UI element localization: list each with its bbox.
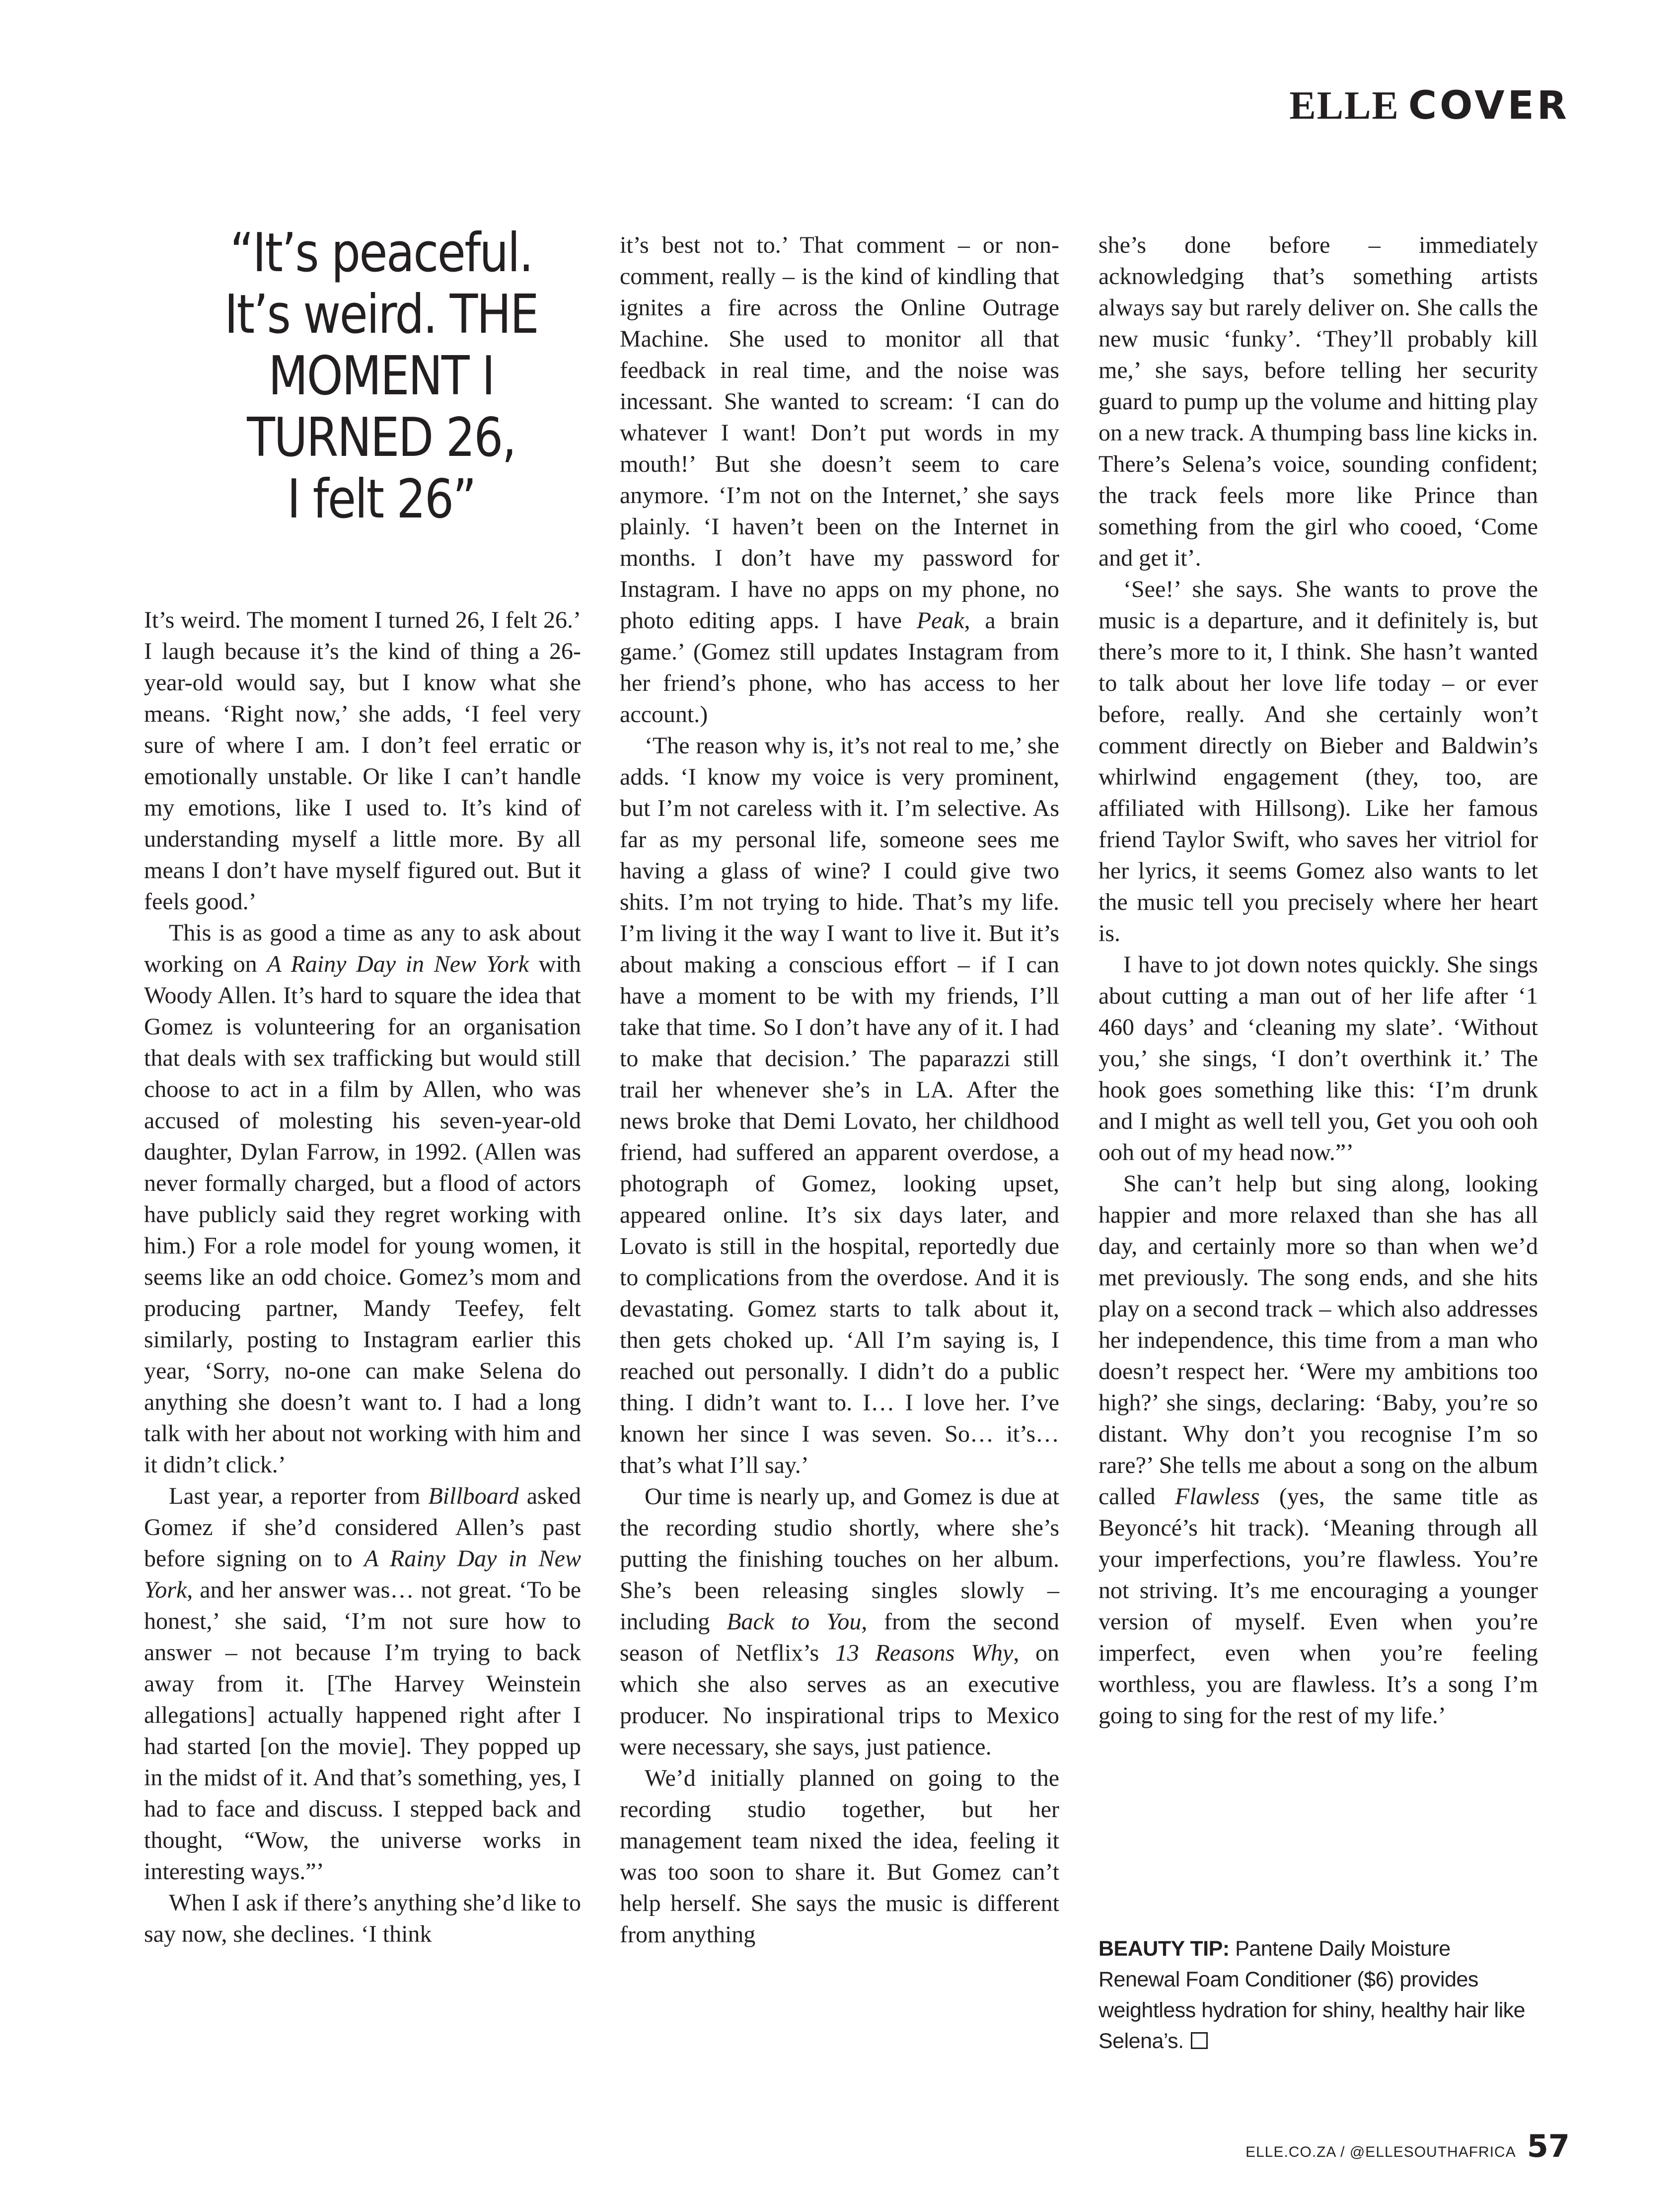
article-paragraph: Last year, a reporter from Billboard asked Gomez if she’d considered Allen’s past before signing on to A Rainy Day in New York, and her answer was… not great. ‘To be honest,’ she said, ‘I’m not sure how to answer – not because I’m trying to back away from it. [The Harvey Weinstein allegations] actually happened right after I had started [on the movie]. They popped up in the midst of it. And that’s something, yes, I had to face and discuss. I stepped back and thought, “Wow, the universe works in interesting ways.”’ [144,1483,581,1885]
article-paragraph: ‘The reason why is, it’s not real to me,’ she adds. ‘I know my voice is very prominent, but I’m not careless with it. I’m selective. As far as my personal life, someone sees me having a glass of wine? I could give two shits. I’m not trying to hide. That’s my life. I’m living it the way I want to live it. But it’s about making a conscious effort – if I can have a moment to be with my friends, I’ll take that time. So I don’t have any of it. I had to make that decision.’ The paparazzi still trail her whenever she’s in LA. After the news broke that Demi Lovato, her childhood friend, had suffered an apparent overdose, a photograph of Gomez, looking upset, appeared online. It’s six days later, and Lovato is still in the hospital, reportedly due to complications from the overdose. And it is devastating. Gomez starts to talk about it, then gets choked up. ‘All I’m saying is, I reached out personally. I didn’t do a public thing. I didn’t want to. I… I love her. I’ve known her since I was seven. So… it’s… that’s what I’ll say.’ [620,733,1059,1478]
article-paragraph: she’s done before – immediately acknowledging that’s something artists always say but rarely deliver on. She calls the new music ‘funky’. ‘They’ll probably kill me,’ she says, before telling her security guard to pump up the volume and hitting play on a new track. A thumping bass line kicks in. There’s Selena’s voice, sounding confident; the track feels more like Prince than something from the girl who cooed, ‘Come and get it’. [1098,232,1538,571]
article-paragraph: Our time is nearly up, and Gomez is due at the recording studio shortly, where she’s putting the finishing touches on her album. She’s been releasing singles slowly – including Back to You, from the second season of Netflix’s 13 Reasons Why, on which she also serves as an executive producer. No inspirational trips to Mexico were necessary, she says, just patience. [620,1483,1060,1760]
article-paragraph: It’s weird. The moment I turned 26, I felt 26.’ I laugh because it’s the kind of thing a 26-year-old would say, but I know what she means. ‘Right now,’ she adds, ‘I feel very sure of where I am. I don’t feel erratic or emotionally unstable. Or like I can’t handle my emotions, like I used to. It’s kind of understanding myself a little more. By all means I don’t have myself figured out. But it feels good.’ [144,607,581,915]
beauty-tip-text: Pantene Daily Moisture Renewal Foam Conditioner ($6) provides weightless hydration for shiny, healthy hair like Selena’s. [1098,1937,1526,2053]
article-column-3 [1098,229,1538,1731]
pull-quote-line: I felt 26” [287,468,476,530]
article-paragraph: She can’t help but sing along, looking happier and more relaxed than she has all day, and certainly more so than when we’d met previously. The song ends, and she hits play on a second track – which also addresses her independence, this time from a man who doesn’t respect her. ‘Were my ambitions too high?’ she sings, declaring: ‘Baby, you’re so distant. Why don’t you recognise I’m so rare?’ She tells me about a song on the album called Flawless (yes, the same title as Beyoncé’s hit track). ‘Meaning through all your imperfections, you’re flawless. You’re not striving. It’s me encouraging a younger version of myself. Even when you’re imperfect, even when you’re feeling worthless, you are flawless. It’s a song I’m going to sing for the rest of my life.’ [1098,1171,1538,1729]
article-column-2 [620,229,1059,1950]
pull-quote-line: TURNED 26, [247,407,515,469]
beauty-tip-box [1098,1933,1535,2056]
article-paragraph: it’s best not to.’ That comment – or non-comment, really – is the kind of kindling that ignites a fire across the Online Outrage Machine. She used to monitor all that feedback in real time, and the noise was incessant. She wanted to scream: ‘I can do whatever I want! Don’t put words in my mouth!’ But she doesn’t seem to care anymore. ‘I’m not on the Internet,’ she says plainly. ‘I haven’t been on the Internet in months. I don’t have my password for Instagram. I have no apps on my phone, no photo editing apps. I have Peak, a brain game.’ (Gomez still updates Instagram from her friend’s phone, who has access to her account.) [620,232,1059,728]
article-paragraph: I have to jot down notes quickly. She sings about cutting a man out of her life after ‘1 460 days’ and ‘cleaning my slate’. ‘Without you,’ she sings, ‘I don’t overthink it.’ The hook goes something like this: ‘I’m drunk and I might as well tell you, Get you ooh ooh ooh out of my head now.”’ [1098,952,1538,1166]
pull-quote-line: It’s weird. THE [224,284,538,346]
end-mark-icon [1191,2032,1208,2049]
article-paragraph: When I ask if there’s anything she’d like to say now, she declines. ‘I think [144,1890,581,1947]
pull-quote-line: MOMENT I [268,345,494,407]
pull-quote [177,222,585,530]
article-paragraph: ‘See!’ she says. She wants to prove the music is a departure, and it definitely is, but there’s more to it, I think. She hasn’t wanted to talk about her love life today – or ever before, really. And she certainly won’t comment directly on Bieber and Baldwin’s whirlwind engagement (they, too, are affiliated with Hillsong). Like her famous friend Taylor Swift, who saves her vitriol for her lyrics, it seems Gomez also wants to let the music tell you precisely where her heart is. [1098,576,1538,947]
magazine-logo: ELLE [1289,84,1399,128]
page-number: 57 [1527,2128,1570,2164]
page-footer [1245,2128,1570,2164]
article-column-1 [144,604,581,1950]
footer-website: ELLE.CO.ZA / @ELLESOUTHAFRICA [1245,2144,1516,2160]
article-paragraph: This is as good a time as any to ask about working on A Rainy Day in New York with Woody Allen. It’s hard to square the idea that Gomez is volunteering for an organisation that deals with sex trafficking but would still choose to act in a film by Allen, who was accused of molesting his seven-year-old daughter, Dylan Farrow, in 1992. (Allen was never formally charged, but a flood of actors have publicly said they regret working with him.) For a role model for young women, it seems like an odd choice. Gomez’s mom and producing partner, Mandy Teefey, felt similarly, posting to Instagram earlier this year, ‘Sorry, no-one can make Selena do anything she doesn’t want to. I had a long talk with her about not working with him and it didn’t click.’ [144,920,582,1478]
beauty-tip-label: BEAUTY TIP: [1098,1937,1230,1961]
section-title: COVER [1408,83,1570,128]
article-paragraph: We’d initially planned on going to the recording studio together, but her management team nixed the idea, feeling it was too soon to share it. But Gomez can’t help herself. She says the music is different from anything [620,1765,1059,1948]
pull-quote-line: “It’s peaceful. [230,222,532,284]
section-header [1289,83,1570,129]
